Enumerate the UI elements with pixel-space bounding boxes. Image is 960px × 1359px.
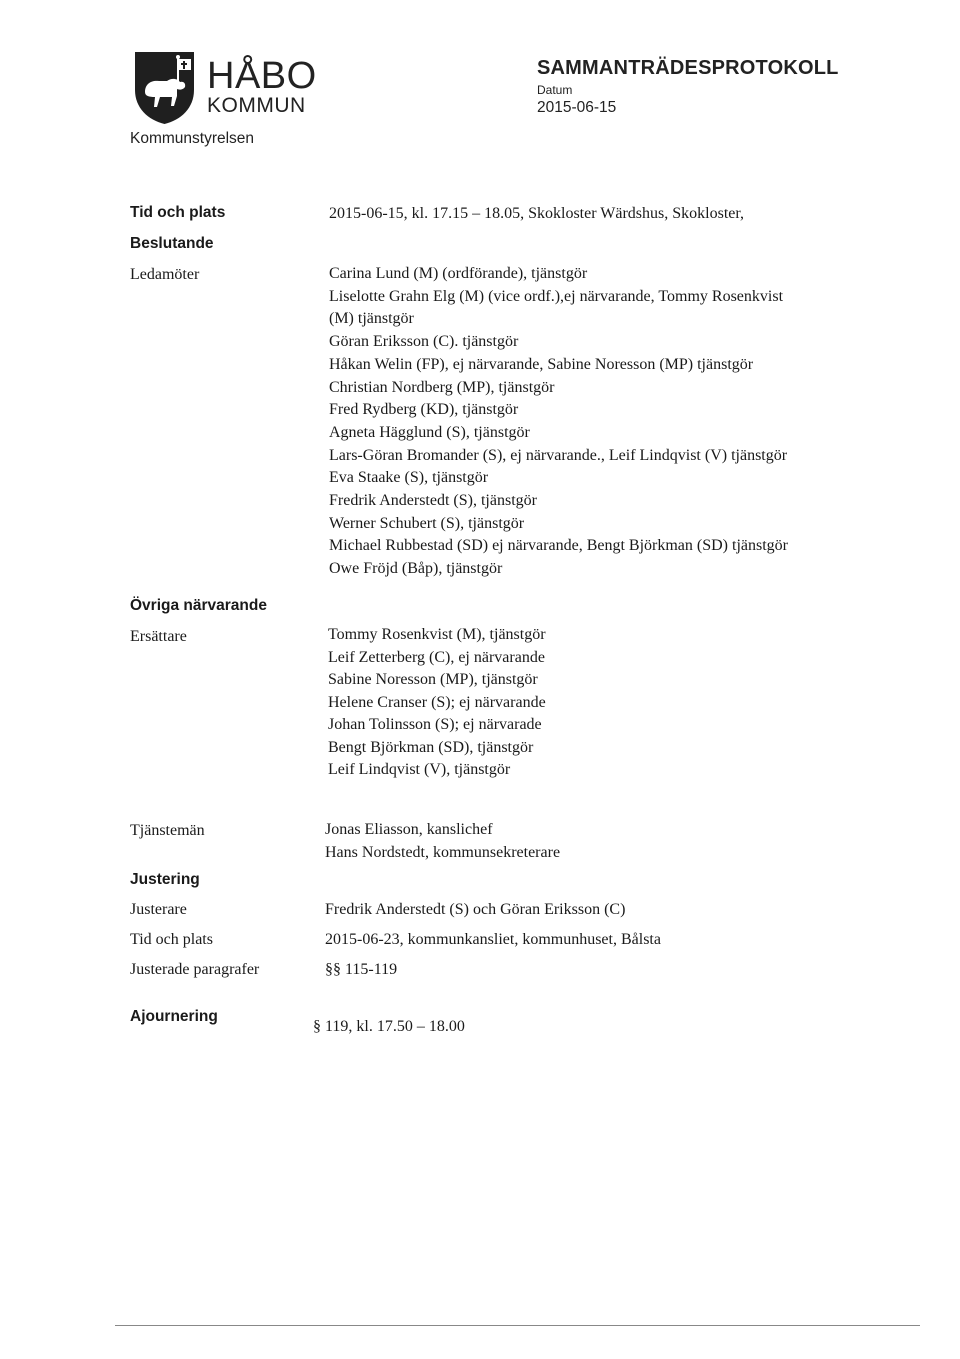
substitute-line: Leif Zetterberg (C), ej närvarande <box>328 648 545 666</box>
time-place-label: Tid och plats <box>130 204 226 221</box>
officials-label: Tjänstemän <box>130 822 205 839</box>
member-line: Lars-Göran Bromander (S), ej närvarande., Leif Lindqvist (V) tjänstgör <box>329 446 788 464</box>
document-date: 2015-06-15 <box>537 99 617 116</box>
document-type: SAMMANTRÄDESPROTOKOLL <box>537 57 839 79</box>
substitute-line: Leif Lindqvist (V), tjänstgör <box>328 761 511 778</box>
member-line: Fred Rydberg (KD), tjänstgör <box>329 401 519 419</box>
others-present-heading: Övriga närvarande <box>130 597 267 614</box>
substitute-line: Johan Tolinsson (S); ej närvarade <box>328 716 542 733</box>
member-line: Eva Staake (S), tjänstgör <box>329 469 489 487</box>
adjournment-value: § 119, kl. 17.50 – 18.00 <box>313 1018 465 1035</box>
member-line: Liselotte Grahn Elg (M) (vice ordf.),ej närvarande, Tommy Rosenkvist <box>329 287 784 305</box>
members-label: Ledamöter <box>130 266 200 283</box>
deciding-heading: Beslutande <box>130 235 214 252</box>
substitute-line: Helene Cranser (S); ej närvarande <box>328 693 546 711</box>
adjusters-value: Fredrik Anderstedt (S) och Göran Eriksson (C) <box>325 901 626 918</box>
member-line: Christian Nordberg (MP), tjänstgör <box>329 378 555 396</box>
member-line: Håkan Welin (FP), ej närvarande, Sabine Noresson (MP) tjänstgör <box>329 355 754 373</box>
organization-name: Kommunstyrelsen <box>130 130 255 147</box>
officials-list <box>325 819 560 864</box>
logo-subtitle: KOMMUN <box>207 94 306 117</box>
substitute-line: Bengt Björkman (SD), tjänstgör <box>328 738 534 756</box>
substitutes-list <box>328 624 546 782</box>
substitute-line: Sabine Noresson (MP), tjänstgör <box>328 671 538 688</box>
substitutes-label: Ersättare <box>130 628 187 645</box>
adjusted-paragraphs-label: Justerade paragrafer <box>130 961 260 978</box>
member-line: Owe Fröjd (Båp), tjänstgör <box>329 560 503 578</box>
adjustment-heading: Justering <box>130 871 200 888</box>
date-label: Datum <box>537 83 573 97</box>
member-line: Göran Eriksson (C). tjänstgör <box>329 333 519 351</box>
member-line: Agneta Hägglund (S), tjänstgör <box>329 423 530 441</box>
municipality-crest-icon <box>133 50 196 125</box>
official-line: Jonas Eliasson, kanslichef <box>325 821 493 838</box>
adjustment-time-place-label: Tid och plats <box>130 931 213 948</box>
member-line: Carina Lund (M) (ordförande), tjänstgör <box>329 265 588 282</box>
adjusted-paragraphs-value: §§ 115-119 <box>325 961 398 978</box>
member-line: Werner Schubert (S), tjänstgör <box>329 514 525 532</box>
member-line: Michael Rubbestad (SD) ej närvarande, Bengt Björkman (SD) tjänstgör <box>329 537 788 555</box>
adjournment-heading: Ajournering <box>130 1008 218 1025</box>
member-line: Fredrik Anderstedt (S), tjänstgör <box>329 492 537 510</box>
time-place-value: 2015-06-15, kl. 17.15 – 18.05, Skokloster Wärdshus, Skokloster, <box>329 205 745 222</box>
adjusters-label: Justerare <box>130 901 187 918</box>
footer-divider <box>115 1325 920 1326</box>
member-line: (M) tjänstgör <box>329 310 414 328</box>
substitute-line: Tommy Rosenkvist (M), tjänstgör <box>328 626 546 643</box>
members-list <box>329 263 788 581</box>
logo-title: HÅBO <box>207 55 317 97</box>
official-line: Hans Nordstedt, kommunsekreterare <box>325 843 561 861</box>
adjustment-time-place-value: 2015-06-23, kommunkansliet, kommunhuset, Bålsta <box>325 931 661 948</box>
